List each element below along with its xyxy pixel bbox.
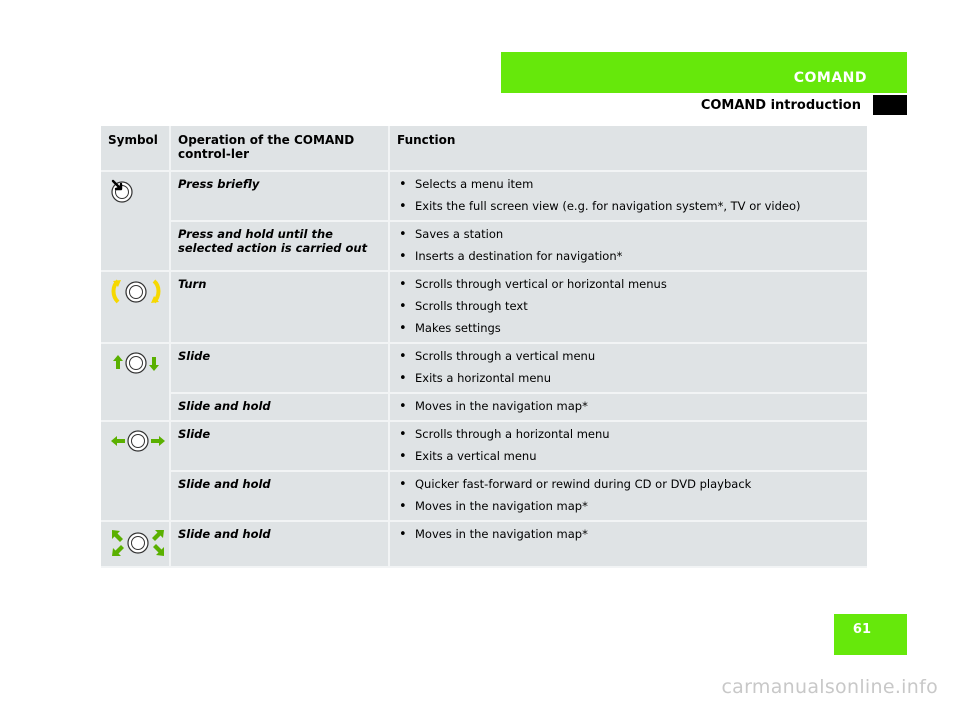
- function-cell: [390, 344, 867, 394]
- symbol-cell: [101, 422, 171, 522]
- function-item: • Makes settings: [397, 321, 860, 336]
- symbol-cell: [101, 344, 171, 422]
- section-subtitle: COMAND introduction: [700, 98, 861, 113]
- table-row: [101, 172, 867, 222]
- function-cell: [390, 172, 867, 222]
- function-cell: [390, 472, 867, 522]
- operation-label: Slide and hold: [171, 394, 390, 422]
- function-cell: [390, 394, 867, 422]
- operation-label: Turn: [171, 272, 390, 344]
- symbol-cell: [101, 522, 171, 568]
- function-cell: [390, 272, 867, 344]
- table-row: [101, 222, 867, 272]
- controller-turn-icon: [108, 277, 164, 307]
- function-item: • Selects a menu item: [397, 177, 860, 192]
- controller-press-icon: [108, 177, 136, 205]
- function-item: • Quicker fast-forward or rewind during CD or DVD playback: [397, 477, 860, 492]
- function-item: • Moves in the navigation map*: [397, 499, 860, 514]
- function-cell: [390, 222, 867, 272]
- symbol-cell: [101, 272, 171, 344]
- page-number: 61: [852, 622, 871, 637]
- function-item: • Scrolls through vertical or horizontal menus: [397, 277, 860, 292]
- operation-label: Slide: [171, 422, 390, 472]
- function-item: • Scrolls through text: [397, 299, 860, 314]
- operation-label: Slide and hold: [171, 472, 390, 522]
- controller-slide-diagonal-icon: [108, 527, 168, 559]
- operation-label: Press and hold until the selected action is carried out: [171, 222, 390, 272]
- operation-label: Slide and hold: [171, 522, 390, 568]
- controller-slide-vertical-icon: [108, 349, 164, 377]
- table-row: [101, 272, 867, 344]
- function-item: • Scrolls through a horizontal menu: [397, 427, 860, 442]
- table-row: [101, 522, 867, 568]
- column-header-operation: Operation of the COMAND control-ler: [171, 126, 390, 172]
- header-bar: [501, 52, 907, 93]
- symbol-cell: [101, 172, 171, 272]
- column-header-function: Function: [390, 126, 867, 172]
- table-row: [101, 422, 867, 472]
- function-item: • Exits a horizontal menu: [397, 371, 860, 386]
- table-row: [101, 344, 867, 394]
- table-row: [101, 472, 867, 522]
- section-marker: [873, 95, 907, 115]
- page-number-box: [834, 614, 907, 655]
- function-item: • Exits a vertical menu: [397, 449, 860, 464]
- header-title: COMAND: [793, 70, 867, 86]
- operation-label: Press briefly: [171, 172, 390, 222]
- watermark: carmanualsonline.info: [721, 676, 938, 698]
- table-row: [101, 394, 867, 422]
- controller-slide-horizontal-icon: [108, 427, 168, 455]
- function-item: • Saves a station: [397, 227, 860, 242]
- function-item: • Moves in the navigation map*: [397, 399, 860, 414]
- operation-label: Slide: [171, 344, 390, 394]
- function-cell: [390, 522, 867, 568]
- function-item: • Exits the full screen view (e.g. for navigation system*, TV or video): [397, 199, 860, 214]
- function-item: • Moves in the navigation map*: [397, 527, 860, 542]
- function-item: • Inserts a destination for navigation*: [397, 249, 860, 264]
- controller-operations-table: [101, 126, 867, 568]
- column-header-symbol: Symbol: [101, 126, 171, 172]
- function-item: • Scrolls through a vertical menu: [397, 349, 860, 364]
- table-header-row: [101, 126, 867, 172]
- function-cell: [390, 422, 867, 472]
